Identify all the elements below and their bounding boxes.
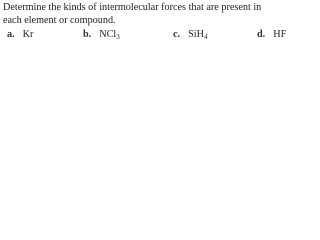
formula-subscript: 4 xyxy=(203,33,208,41)
choice-d xyxy=(257,28,286,42)
question-line-2: each element or compound. xyxy=(3,14,116,26)
choice-formula: SiH xyxy=(188,29,204,40)
choice-letter: b. xyxy=(83,29,92,40)
choice-c xyxy=(173,28,207,42)
choice-letter: d. xyxy=(257,29,266,40)
answer-choices xyxy=(3,28,309,42)
choice-a xyxy=(7,28,33,42)
choice-letter: c. xyxy=(173,29,181,40)
choice-formula: NCl xyxy=(99,29,117,40)
choice-formula: Kr xyxy=(22,29,34,40)
question-prompt xyxy=(3,2,309,27)
choice-b xyxy=(83,28,120,42)
choice-formula: HF xyxy=(273,29,287,40)
formula-subscript: 3 xyxy=(116,33,120,41)
choice-letter: a. xyxy=(7,29,15,40)
question-line-1: Determine the kinds of intermolecular forces that are present in xyxy=(3,2,262,13)
